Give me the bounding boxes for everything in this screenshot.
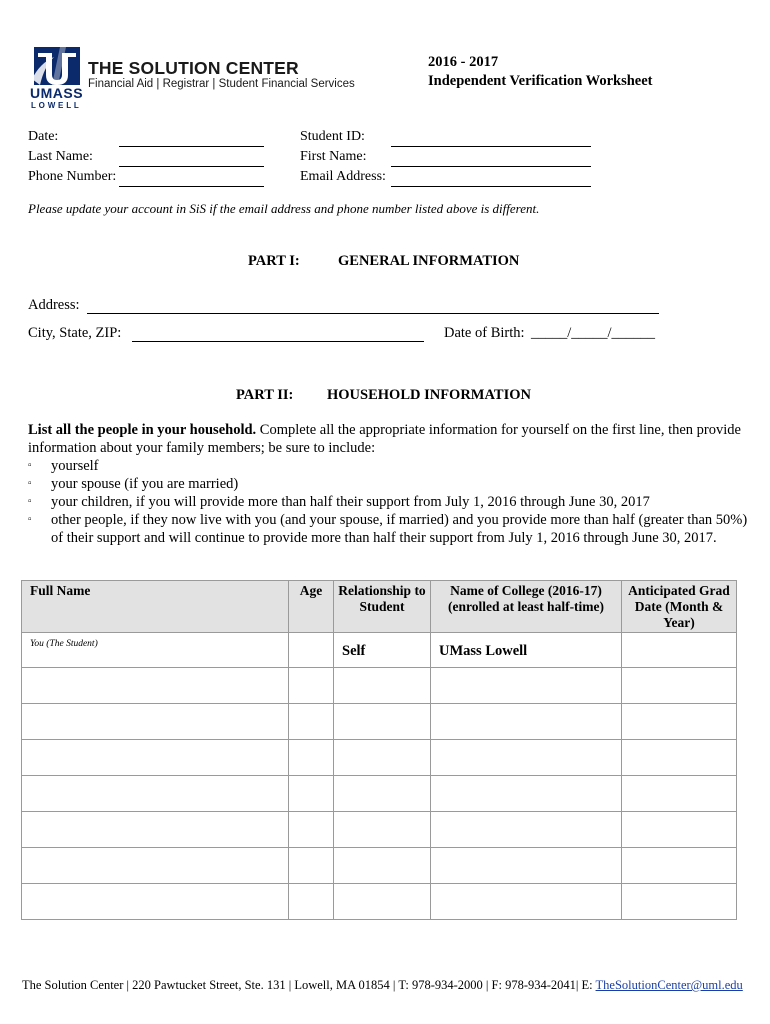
relationship-cell[interactable] xyxy=(334,776,431,812)
college-cell[interactable] xyxy=(431,812,622,848)
household-instructions xyxy=(28,421,746,457)
table-header-row xyxy=(22,581,737,633)
first-name-field[interactable] xyxy=(391,151,591,167)
list-item-text: your spouse (if you are married) xyxy=(51,476,239,492)
household-instructions-body: Complete all the appropriate information for yourself on the first line, then provide information about your family members; be sure to include: xyxy=(28,422,741,456)
name-cell[interactable] xyxy=(22,740,289,776)
update-account-note: Please update your account in SiS if the email address and phone number listed above is different. xyxy=(28,201,540,216)
email-address-label: Email Address: xyxy=(300,169,386,184)
relationship-cell[interactable] xyxy=(334,740,431,776)
college-cell[interactable] xyxy=(431,740,622,776)
age-cell[interactable] xyxy=(289,668,334,704)
name-cell[interactable] xyxy=(22,704,289,740)
college-cell[interactable] xyxy=(431,776,622,812)
student-name-cell[interactable]: You (The Student) xyxy=(22,633,289,668)
square-bullet-icon: ▫ xyxy=(28,478,32,489)
footer-email-link[interactable]: TheSolutionCenter@uml.edu xyxy=(595,978,743,992)
solution-center-logo xyxy=(28,45,358,110)
square-bullet-icon: ▫ xyxy=(28,514,32,525)
col-header-grad-date: Anticipated Grad Date (Month & Year) xyxy=(622,581,737,633)
grad-date-cell[interactable] xyxy=(622,848,737,884)
city-state-zip-field[interactable] xyxy=(132,326,424,342)
footer-contact xyxy=(22,978,762,993)
name-cell[interactable] xyxy=(22,668,289,704)
footer-contact-text: The Solution Center | 220 Pawtucket Street, Ste. 131 | Lowell, MA 01854 | T: 978-934-2000 | F: 978-934-2041| E: xyxy=(22,978,596,992)
list-item-text: other people, if they now live with you (and your spouse, if married) and you provide more than half (greater than 50%) of their support and will continue to provide more than half their support from July 1, 2016 through June 30, 2017. xyxy=(51,512,748,546)
student-grad-date-cell[interactable] xyxy=(622,633,737,668)
table-row xyxy=(22,704,737,740)
list-item-text: yourself xyxy=(51,458,99,474)
list-item xyxy=(28,475,750,493)
table-row xyxy=(22,812,737,848)
address-field[interactable] xyxy=(87,298,659,314)
square-bullet-icon: ▫ xyxy=(28,496,32,507)
age-cell[interactable] xyxy=(289,848,334,884)
household-member-list xyxy=(28,457,750,547)
col-header-college: Name of College (2016-17) (enrolled at least half-time) xyxy=(431,581,622,633)
logo-lowell-text: LOWELL xyxy=(31,101,82,110)
phone-number-label: Phone Number: xyxy=(28,169,117,184)
worksheet-title: Independent Verification Worksheet xyxy=(428,73,653,89)
grad-date-cell[interactable] xyxy=(622,884,737,920)
student-college-cell: UMass Lowell xyxy=(431,633,622,668)
household-table xyxy=(21,580,737,920)
age-cell[interactable] xyxy=(289,884,334,920)
table-row xyxy=(22,884,737,920)
square-bullet-icon: ▫ xyxy=(28,460,32,471)
relationship-cell[interactable] xyxy=(334,812,431,848)
grad-date-cell[interactable] xyxy=(622,740,737,776)
table-row xyxy=(22,848,737,884)
name-cell[interactable] xyxy=(22,812,289,848)
last-name-label: Last Name: xyxy=(28,149,93,164)
last-name-field[interactable] xyxy=(119,151,264,167)
part-1-title: GENERAL INFORMATION xyxy=(338,253,520,269)
city-state-zip-label: City, State, ZIP: xyxy=(28,325,122,341)
list-item-text: your children, if you will provide more than half their support from July 1, 2016 through June 30, 2017 xyxy=(51,494,650,510)
logo-center-subtitle: Financial Aid | Registrar | Student Financial Services xyxy=(88,78,355,90)
table-row xyxy=(22,776,737,812)
date-of-birth-field[interactable]: _____/_____/______ xyxy=(531,325,656,341)
table-row xyxy=(22,668,737,704)
household-instructions-heading: List all the people in your household. xyxy=(28,422,257,438)
first-name-label: First Name: xyxy=(300,149,367,164)
age-cell[interactable] xyxy=(289,812,334,848)
umass-logo-mark-icon xyxy=(30,45,82,89)
logo-umass-text: UMASS xyxy=(30,85,84,101)
grad-date-cell[interactable] xyxy=(622,776,737,812)
relationship-cell[interactable] xyxy=(334,884,431,920)
college-cell[interactable] xyxy=(431,704,622,740)
list-item xyxy=(28,457,750,475)
student-relationship-cell: Self xyxy=(334,633,431,668)
grad-date-cell[interactable] xyxy=(622,668,737,704)
name-cell[interactable] xyxy=(22,848,289,884)
table-row xyxy=(22,740,737,776)
name-cell[interactable] xyxy=(22,884,289,920)
list-item xyxy=(28,493,750,511)
list-item xyxy=(28,511,750,547)
date-of-birth-label: Date of Birth: xyxy=(444,325,525,341)
part-2-title: HOUSEHOLD INFORMATION xyxy=(327,387,531,403)
col-header-full-name: Full Name xyxy=(22,581,289,633)
phone-number-field[interactable] xyxy=(119,171,264,187)
relationship-cell[interactable] xyxy=(334,848,431,884)
col-header-age: Age xyxy=(289,581,334,633)
grad-date-cell[interactable] xyxy=(622,704,737,740)
part-2-label: PART II: xyxy=(236,387,294,403)
logo-center-name: THE SOLUTION CENTER xyxy=(88,58,299,78)
college-cell[interactable] xyxy=(431,668,622,704)
student-id-label: Student ID: xyxy=(300,129,365,144)
college-cell[interactable] xyxy=(431,884,622,920)
age-cell[interactable] xyxy=(289,776,334,812)
address-label: Address: xyxy=(28,297,80,313)
date-label: Date: xyxy=(28,129,59,144)
part-1-label: PART I: xyxy=(248,253,300,269)
age-cell[interactable] xyxy=(289,704,334,740)
worksheet-year: 2016 - 2017 xyxy=(428,54,499,70)
relationship-cell[interactable] xyxy=(334,704,431,740)
col-header-relationship: Relationship to Student xyxy=(334,581,431,633)
student-age-cell[interactable] xyxy=(289,633,334,668)
date-field[interactable] xyxy=(119,131,264,147)
table-row xyxy=(22,633,737,668)
age-cell[interactable] xyxy=(289,740,334,776)
relationship-cell[interactable] xyxy=(334,668,431,704)
name-cell[interactable] xyxy=(22,776,289,812)
student-id-field[interactable] xyxy=(391,131,591,147)
grad-date-cell[interactable] xyxy=(622,812,737,848)
email-address-field[interactable] xyxy=(391,171,591,187)
college-cell[interactable] xyxy=(431,848,622,884)
